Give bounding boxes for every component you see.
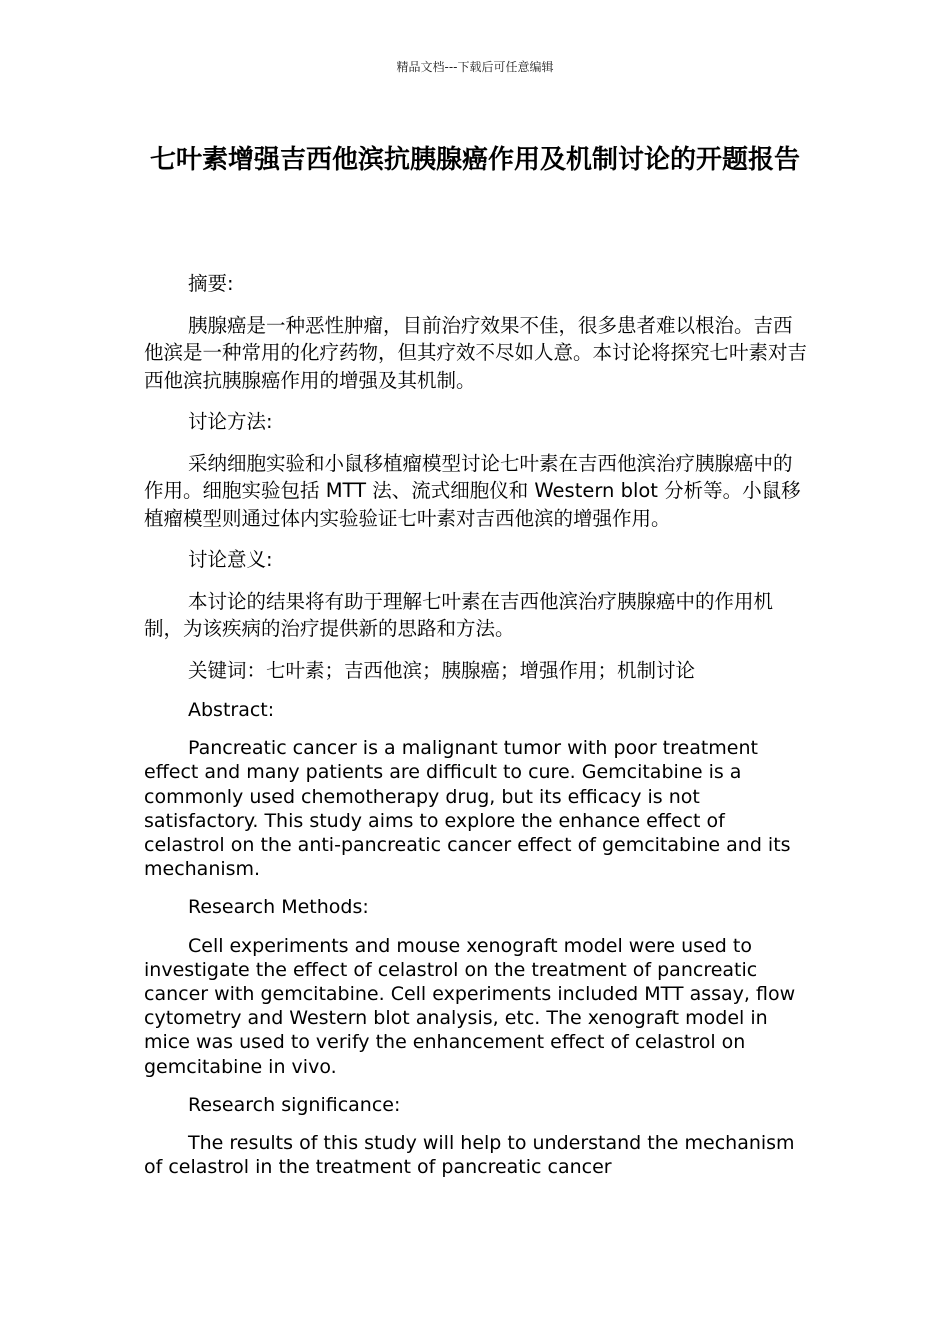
abstract-label: 摘要: (188, 272, 234, 295)
document-title: 七叶素增强吉西他滨抗胰腺癌作用及机制讨论的开题报告 (149, 145, 800, 175)
en-methods-paragraph: Cell experiments and mouse xenograft model were used to investigate the effect of celastrol on the treatment of pancreatic cancer with gemcitabine. Cell experiments included MTT assay, flow cytometry and Western blot analysis, etc. The xenograft model in mice was used to verify the enhancement effect of celastrol on gemcitabine in vivo. (144, 934, 796, 1078)
abstract-paragraph: 胰腺癌是一种恶性肿瘤，目前治疗效果不佳，很多患者难以根治。吉西他滨是一种常用的化疗药物，但其疗效不尽如人意。本讨论将探究七叶素对吉西他滨抗胰腺癌作用的增强及其机制。 (144, 313, 808, 392)
methods-label: 讨论方法: (188, 410, 273, 433)
en-significance-paragraph: The results of this study will help to understand the mechanism of celastrol in the treatment of pancreatic cancer (144, 1132, 795, 1179)
keywords-line: 关键词：七叶素；吉西他滨；胰腺癌；增强作用；机制讨论 (188, 658, 696, 682)
document-body (144, 270, 810, 1193)
en-abstract-paragraph: Pancreatic cancer is a malignant tumor with poor treatment effect and many patients are difficult to cure. Gemcitabine is a commonly used chemotherapy drug, but its efficacy is not satisfactory. This study aims to explore the enhance effect of celastrol on the anti-pancreatic cancer effect of gemcitabine and its mechanism. (144, 737, 791, 881)
methods-paragraph: 采纳细胞实验和小鼠移植瘤模型讨论七叶素在吉西他滨治疗胰腺癌中的作用。细胞实验包括 MTT 法、流式细胞仪和 Western blot 分析等。小鼠移植瘤模型则通过体内实验验证七叶素对吉西他滨的增强作用。 (144, 451, 801, 530)
en-significance-label: Research significance: (188, 1093, 401, 1116)
significance-paragraph: 本讨论的结果将有助于理解七叶素在吉西他滨治疗胰腺癌中的作用机制，为该疾病的治疗提供新的思路和方法。 (144, 589, 774, 640)
header-note: 精品文档---下载后可任意编辑 (396, 60, 554, 74)
en-methods-label: Research Methods: (188, 896, 369, 919)
en-abstract-label: Abstract: (188, 699, 275, 721)
significance-label: 讨论意义: (188, 548, 273, 571)
